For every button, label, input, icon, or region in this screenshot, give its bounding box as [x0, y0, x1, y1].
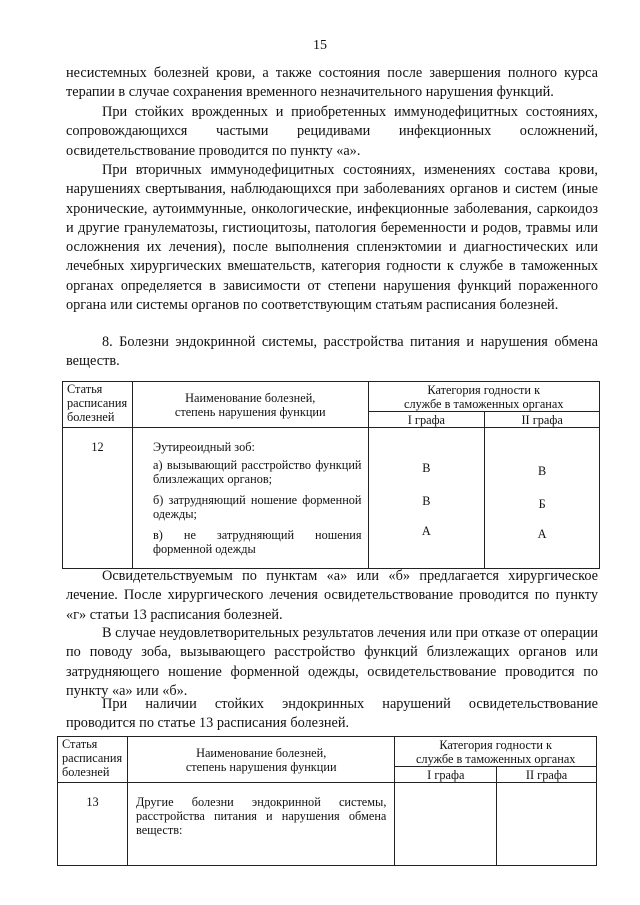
list-item: в) не затрудняющий ношения форменной одежды	[152, 528, 362, 556]
graph-1-values	[395, 783, 497, 866]
paragraph: При вторичных иммунодефицитных состояниях, изменениях состава крови, нарушениях свертывания, наблюдающихся при заболеваниях органов и систем (иные хронические, аутоиммунные, онкологические, инфекционные заболевания, саркоидоз и другие гранулематозы, гистиоцитозы, патология беременности и родов, травмы или осложнения их лечения), после выполнения спленэктомии и диагностических или лечебных хирургических вмешательств, категория годности к службе в таможенных органах определяется в зависимости от степени нарушения функций пораженного органа или системы органов по соответствующим статьям расписания болезней.	[66, 162, 598, 314]
article-number: 13	[58, 783, 128, 866]
graph-2-values: В Б А	[485, 428, 600, 569]
graph-2-values	[497, 783, 597, 866]
list-item: б) затрудняющий ношение форменной одежды;	[152, 493, 362, 521]
header-graph-1: I графа	[368, 412, 485, 428]
list-item: а) вызывающий расстройство функций близлежащих органов;	[152, 458, 362, 486]
diseases-table-2	[57, 736, 597, 866]
header-graph-2: II графа	[485, 412, 600, 428]
header-category: Категория годности к службе в таможенных органах	[395, 737, 597, 767]
section-heading: 8. Болезни эндокринной системы, расстройства питания и нарушения обмена веществ.	[66, 334, 598, 370]
paragraph: При стойких врожденных и приобретенных иммунодефицитных состояниях, сопровождающихся частыми рецидивами инфекционных осложнений, освидетельствование проводится по пункту «а».	[66, 104, 598, 159]
header-graph-2: II графа	[497, 767, 597, 783]
paragraph: несистемных болезней крови, а также состояния после завершения полного курса терапии в случае сохранения временного незначительного нарушения функций.	[66, 65, 598, 101]
table-row	[58, 783, 597, 866]
graph-1-values: В В А	[368, 428, 485, 569]
header-name: Наименование болезней, степень нарушения функции	[127, 737, 394, 783]
header-graph-1: I графа	[395, 767, 497, 783]
header-article: Статья расписания болезней	[63, 382, 133, 428]
page-number: 15	[313, 38, 327, 53]
paragraph: Освидетельствуемым по пунктам «а» или «б» предлагается хирургическое лечение. После хирургического лечения освидетельствование проводится по пункту «г» статьи 13 расписания болезней.	[66, 568, 598, 623]
table-row	[63, 428, 600, 569]
paragraph: При наличии стойких эндокринных нарушений освидетельствование проводится по статье 13 расписания болезней.	[66, 696, 598, 732]
disease-description: Другие болезни эндокринной системы, расстройства питания и нарушения обмена веществ:	[127, 783, 394, 866]
header-article: Статья расписания болезней	[58, 737, 128, 783]
paragraph: В случае неудовлетворительных результатов лечения или при отказе от операции по поводу зоба, вызывающего расстройство функций близлежащих органов или затрудняющего ношение форменной одежды, освидетельствование проводится по пункту «а» или «б».	[66, 625, 598, 699]
header-name: Наименование болезней, степень нарушения функции	[132, 382, 368, 428]
header-category: Категория годности к службе в таможенных органах	[368, 382, 599, 412]
diseases-table-1	[62, 381, 600, 569]
article-number: 12	[63, 428, 133, 569]
disease-description: Эутиреоидный зоб: а) вызывающий расстройство функций близлежащих органов; б) затрудняющий ношение форменной одежды; в) не затрудняющий ношения форменной одежды	[132, 428, 368, 569]
